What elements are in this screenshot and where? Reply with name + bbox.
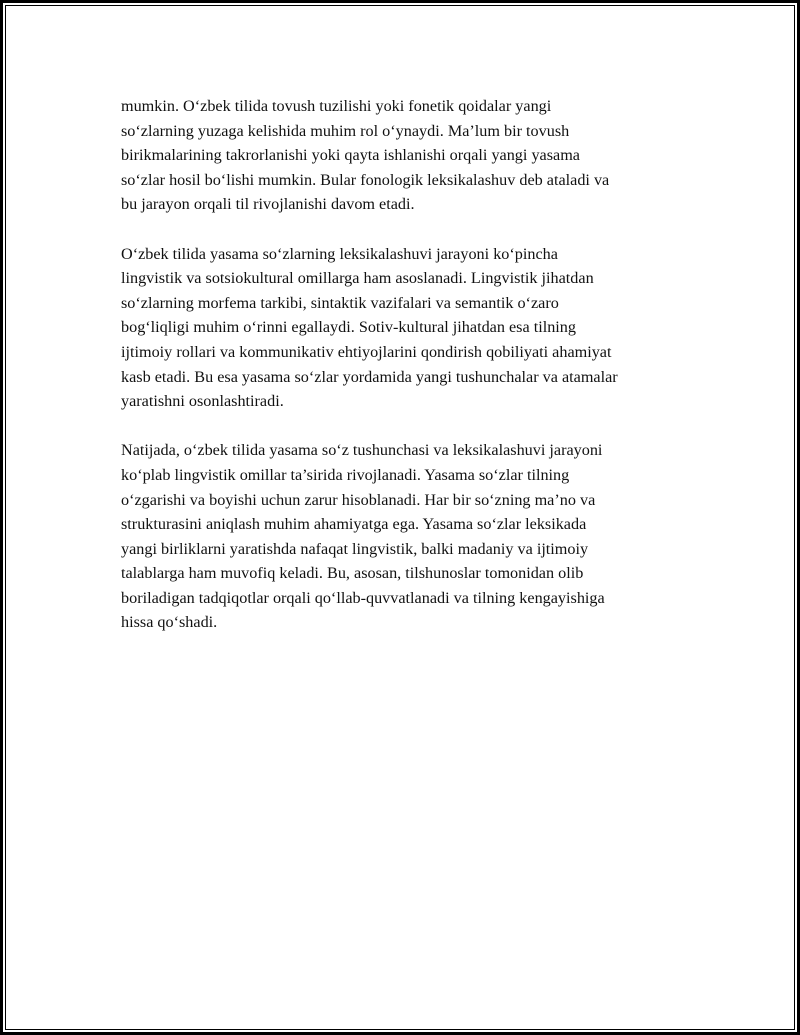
- document-body: [121, 94, 701, 660]
- paragraph-line: so‘zlar hosil bo‘lishi mumkin. Bular fonologik leksikalashuv deb ataladi va: [121, 170, 610, 189]
- paragraph-3: [121, 438, 701, 635]
- paragraph-line: strukturasini aniqlash muhim ahamiyatga ega. Yasama so‘zlar leksikada: [121, 515, 587, 534]
- paragraph-line: hissa qo‘shadi.: [121, 613, 218, 632]
- paragraph-line: ko‘plab lingvistik omillar ta’sirida rivojlanadi. Yasama so‘zlar tilning: [121, 465, 570, 484]
- paragraph-line: ijtimoiy rollari va kommunikativ ehtiyojlarini qondirish qobiliyati ahamiyat: [121, 342, 612, 361]
- paragraph-line: bog‘liqligi muhim o‘rinni egallaydi. Sotiv-kultural jihatdan esa tilning: [121, 318, 576, 337]
- paragraph-2: [121, 242, 701, 414]
- paragraph-line: so‘zlarning morfema tarkibi, sintaktik vazifalari va semantik o‘zaro: [121, 293, 559, 312]
- paragraph-1: [121, 94, 701, 217]
- paragraph-line: yangi birliklarni yaratishda nafaqat lingvistik, balki madaniy va ijtimoiy: [121, 539, 589, 558]
- paragraph-line: kasb etadi. Bu esa yasama so‘zlar yordamida yangi tushunchalar va atamalar: [121, 367, 618, 386]
- paragraph-line: mumkin. O‘zbek tilida tovush tuzilishi yoki fonetik qoidalar yangi: [121, 97, 552, 115]
- paragraph-line: lingvistik va sotsiokultural omillarga ham asoslanadi. Lingvistik jihatdan: [121, 269, 594, 288]
- paragraph-line: so‘zlarning yuzaga kelishida muhim rol o‘ynaydi. Ma’lum bir tovush: [121, 121, 570, 140]
- paragraph-line: boriladigan tadqiqotlar orqali qo‘llab-quvvatlanadi va tilning kengayishiga: [121, 588, 605, 607]
- paragraph-line: Natijada, o‘zbek tilida yasama so‘z tushunchasi va leksikalashuvi jarayoni: [121, 441, 603, 460]
- paragraph-line: O‘zbek tilida yasama so‘zlarning leksikalashuvi jarayoni ko‘pincha: [121, 244, 558, 263]
- paragraph-line: o‘zgarishi va boyishi uchun zarur hisoblanadi. Har bir so‘zning ma’no va: [121, 490, 596, 509]
- paragraph-line: birikmalarining takrorlanishi yoki qayta ishlanishi orqali yangi yasama: [121, 146, 580, 165]
- paragraph-line: yaratishni osonlashtiradi.: [121, 392, 284, 411]
- paragraph-line: talablarga ham muvofiq keladi. Bu, asosan, tilshunoslar tomonidan olib: [121, 564, 584, 583]
- paragraph-line: bu jarayon orqali til rivojlanishi davom etadi.: [121, 195, 415, 214]
